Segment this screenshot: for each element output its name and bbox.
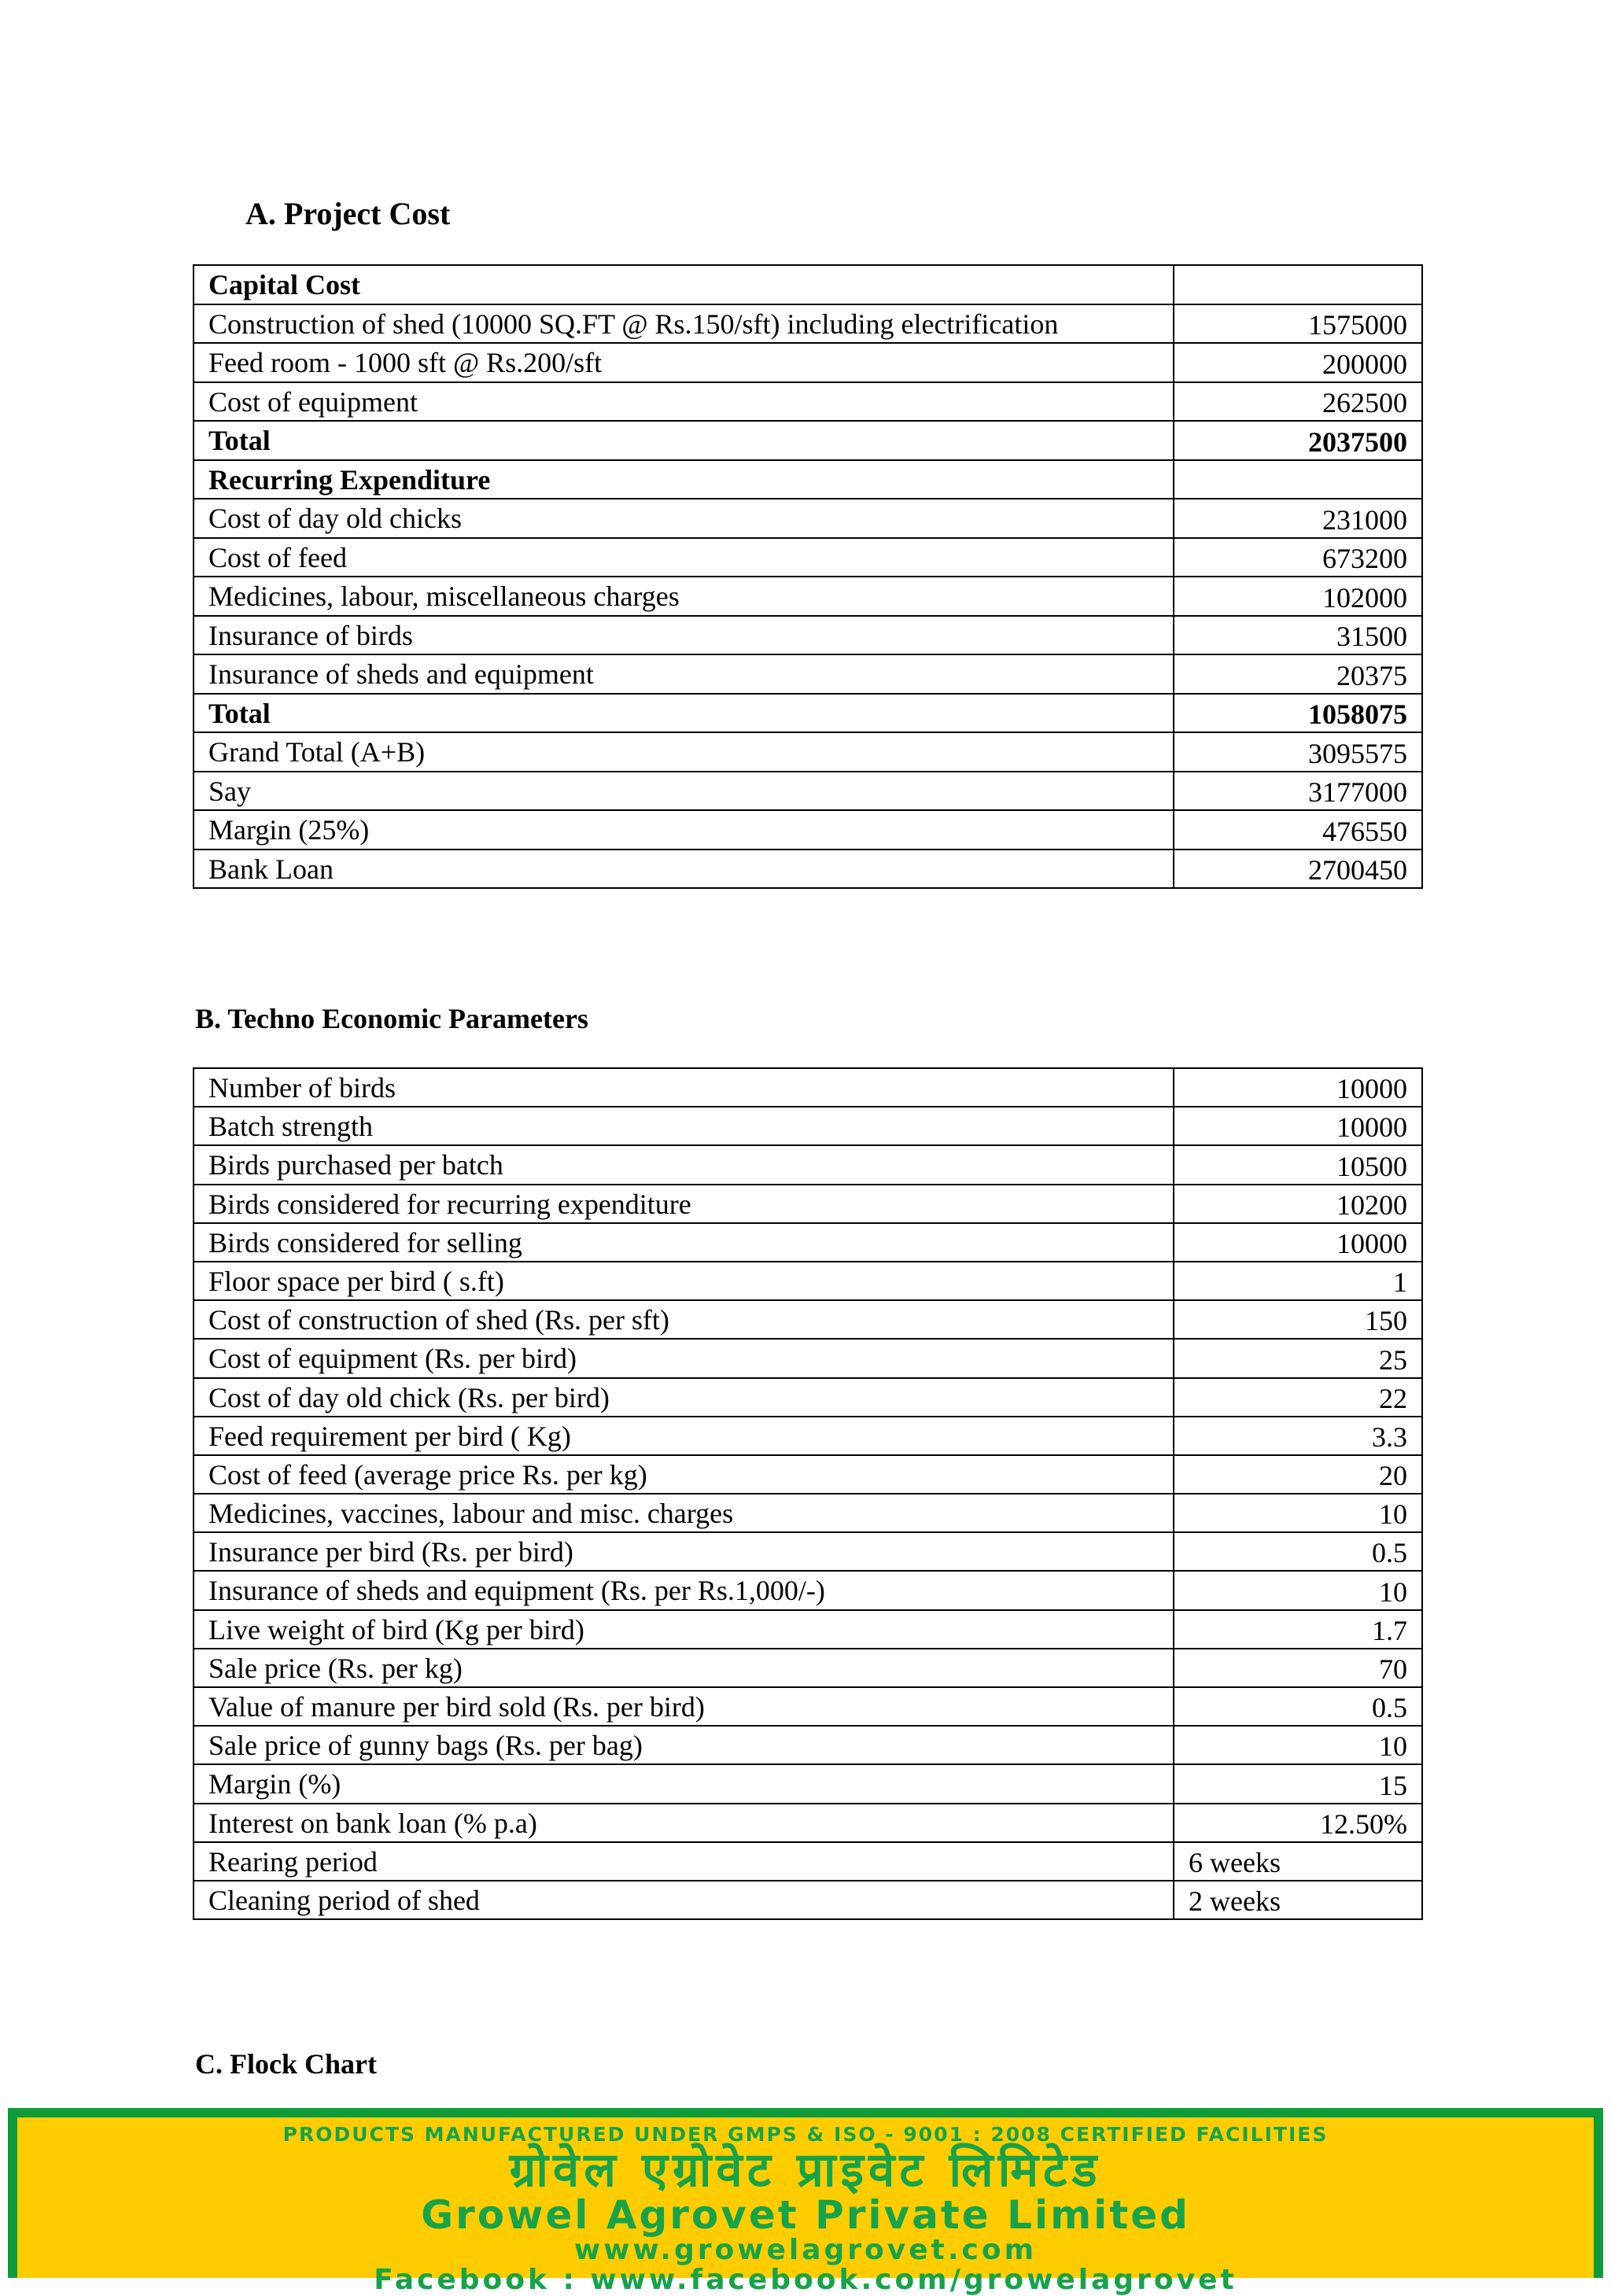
- row-value: 10000: [1174, 1107, 1422, 1145]
- row-value: 2700450: [1174, 849, 1422, 889]
- row-value: 22: [1174, 1378, 1422, 1417]
- row-value: 476550: [1174, 810, 1422, 849]
- row-label: Cost of equipment: [194, 382, 1174, 422]
- table-row: [194, 1378, 1422, 1417]
- table-row: [194, 1571, 1422, 1609]
- table-row: [194, 1300, 1422, 1339]
- table-row: [194, 849, 1422, 889]
- row-value: 3.3: [1174, 1417, 1422, 1455]
- table-row: [194, 538, 1422, 577]
- row-label: Cost of feed: [194, 538, 1174, 577]
- row-value: 10500: [1174, 1145, 1422, 1184]
- table-row: [194, 732, 1422, 772]
- row-label: Birds considered for recurring expenditure: [194, 1185, 1174, 1223]
- table-row: [194, 1842, 1422, 1881]
- table-row: [194, 1610, 1422, 1649]
- table-row: [194, 1532, 1422, 1571]
- row-value: 2 weeks: [1174, 1881, 1422, 1919]
- row-label: Capital Cost: [194, 265, 1174, 304]
- banner-facebook: Facebook : www.facebook.com/growelagrovet: [374, 2264, 1237, 2296]
- row-label: Medicines, labour, miscellaneous charges: [194, 577, 1174, 616]
- row-value: 6 weeks: [1174, 1842, 1422, 1881]
- table-row: [194, 772, 1422, 811]
- row-label: Birds purchased per batch: [194, 1145, 1174, 1184]
- row-label: Feed requirement per bird ( Kg): [194, 1417, 1174, 1455]
- row-label: Insurance of birds: [194, 616, 1174, 655]
- row-label: Margin (25%): [194, 810, 1174, 849]
- row-value: 20375: [1174, 654, 1422, 694]
- table-row: [194, 499, 1422, 538]
- row-label: Construction of shed (10000 SQ.FT @ Rs.150/sft) including electrification: [194, 304, 1174, 344]
- table-row: [194, 1494, 1422, 1532]
- table-row: [194, 1185, 1422, 1223]
- row-label: Birds considered for selling: [194, 1223, 1174, 1262]
- row-label: Value of manure per bird sold (Rs. per bird): [194, 1687, 1174, 1726]
- techno-economic-table: [193, 1067, 1423, 1920]
- row-value: 12.50%: [1174, 1804, 1422, 1842]
- row-label: Cost of equipment (Rs. per bird): [194, 1339, 1174, 1377]
- row-value: 1575000: [1174, 304, 1422, 344]
- row-label: Cost of feed (average price Rs. per kg): [194, 1455, 1174, 1494]
- row-label: Recurring Expenditure: [194, 460, 1174, 499]
- table-row: [194, 460, 1422, 499]
- row-label: Insurance of sheds and equipment (Rs. per Rs.1,000/-): [194, 1571, 1174, 1609]
- table-row: [194, 694, 1422, 733]
- row-value: 15: [1174, 1764, 1422, 1803]
- table-row: [194, 1881, 1422, 1919]
- table-row: [194, 654, 1422, 694]
- row-label: Number of birds: [194, 1068, 1174, 1107]
- row-label: Sale price of gunny bags (Rs. per bag): [194, 1726, 1174, 1764]
- table-row: [194, 265, 1422, 304]
- row-label: Sale price (Rs. per kg): [194, 1649, 1174, 1687]
- row-value: 150: [1174, 1300, 1422, 1339]
- row-label: Total: [194, 694, 1174, 733]
- row-label: Cleaning period of shed: [194, 1881, 1174, 1919]
- row-value: 10000: [1174, 1068, 1422, 1107]
- row-label: Total: [194, 421, 1174, 460]
- row-value: 262500: [1174, 382, 1422, 422]
- row-label: Live weight of bird (Kg per bird): [194, 1610, 1174, 1649]
- banner-hindi-name: ग्रोवेल एग्रोवेट प्राइवेट लिमिटेड: [509, 2142, 1102, 2198]
- table-row: [194, 1145, 1422, 1184]
- table-row: [194, 1455, 1422, 1494]
- row-value: 10200: [1174, 1185, 1422, 1223]
- row-label: Bank Loan: [194, 849, 1174, 889]
- row-label: Insurance of sheds and equipment: [194, 654, 1174, 694]
- section-a-heading: A. Project Cost: [245, 196, 451, 231]
- row-value: 3177000: [1174, 772, 1422, 811]
- table-row: [194, 810, 1422, 849]
- table-row: [194, 1339, 1422, 1377]
- table-row: [194, 1262, 1422, 1300]
- row-value: 200000: [1174, 343, 1422, 382]
- row-value: 10: [1174, 1726, 1422, 1764]
- row-value: 1: [1174, 1262, 1422, 1300]
- table-row: [194, 1107, 1422, 1145]
- table-row: [194, 1417, 1422, 1455]
- table-row: [194, 304, 1422, 344]
- row-value: 20: [1174, 1455, 1422, 1494]
- row-value: [1174, 460, 1422, 499]
- banner-tagline: PRODUCTS MANUFACTURED UNDER GMPS & ISO - 9001 : 2008 CERTIFIED FACILITIES: [282, 2123, 1329, 2146]
- table-row: [194, 421, 1422, 460]
- row-value: 10: [1174, 1571, 1422, 1609]
- row-label: Cost of day old chick (Rs. per bird): [194, 1378, 1174, 1417]
- row-label: Say: [194, 772, 1174, 811]
- table-row: [194, 1764, 1422, 1803]
- row-value: 10000: [1174, 1223, 1422, 1262]
- row-label: Cost of construction of shed (Rs. per sft): [194, 1300, 1174, 1339]
- row-label: Margin (%): [194, 1764, 1174, 1803]
- table-row: [194, 1068, 1422, 1107]
- table-row: [194, 1804, 1422, 1842]
- table-row: [194, 1649, 1422, 1687]
- row-label: Rearing period: [194, 1842, 1174, 1881]
- table-row: [194, 1687, 1422, 1726]
- row-value: 10: [1174, 1494, 1422, 1532]
- row-label: Batch strength: [194, 1107, 1174, 1145]
- row-value: 1.7: [1174, 1610, 1422, 1649]
- company-footer-banner: [8, 2108, 1603, 2296]
- row-label: Insurance per bird (Rs. per bird): [194, 1532, 1174, 1571]
- table-row: [194, 577, 1422, 616]
- row-label: Grand Total (A+B): [194, 732, 1174, 772]
- table-row: [194, 382, 1422, 422]
- row-value: 25: [1174, 1339, 1422, 1377]
- row-label: Floor space per bird ( s.ft): [194, 1262, 1174, 1300]
- row-value: 1058075: [1174, 694, 1422, 733]
- table-row: [194, 1223, 1422, 1262]
- row-value: 102000: [1174, 577, 1422, 616]
- section-b-heading: B. Techno Economic Parameters: [195, 1003, 588, 1034]
- project-cost-table: [193, 264, 1423, 889]
- banner-company-name: Growel Agrovet Private Limited: [421, 2191, 1190, 2238]
- row-label: Feed room - 1000 sft @ Rs.200/sft: [194, 343, 1174, 382]
- table-row: [194, 343, 1422, 382]
- table-row: [194, 1726, 1422, 1764]
- row-label: Interest on bank loan (% p.a): [194, 1804, 1174, 1842]
- row-label: Medicines, vaccines, labour and misc. charges: [194, 1494, 1174, 1532]
- row-label: Cost of day old chicks: [194, 499, 1174, 538]
- row-value: 70: [1174, 1649, 1422, 1687]
- row-value: [1174, 265, 1422, 304]
- row-value: 2037500: [1174, 421, 1422, 460]
- table-row: [194, 616, 1422, 655]
- row-value: 673200: [1174, 538, 1422, 577]
- section-c-heading: C. Flock Chart: [195, 2048, 377, 2080]
- row-value: 0.5: [1174, 1687, 1422, 1726]
- row-value: 231000: [1174, 499, 1422, 538]
- row-value: 31500: [1174, 616, 1422, 655]
- banner-website: www.growelagrovet.com: [573, 2233, 1038, 2266]
- row-value: 3095575: [1174, 732, 1422, 772]
- row-value: 0.5: [1174, 1532, 1422, 1571]
